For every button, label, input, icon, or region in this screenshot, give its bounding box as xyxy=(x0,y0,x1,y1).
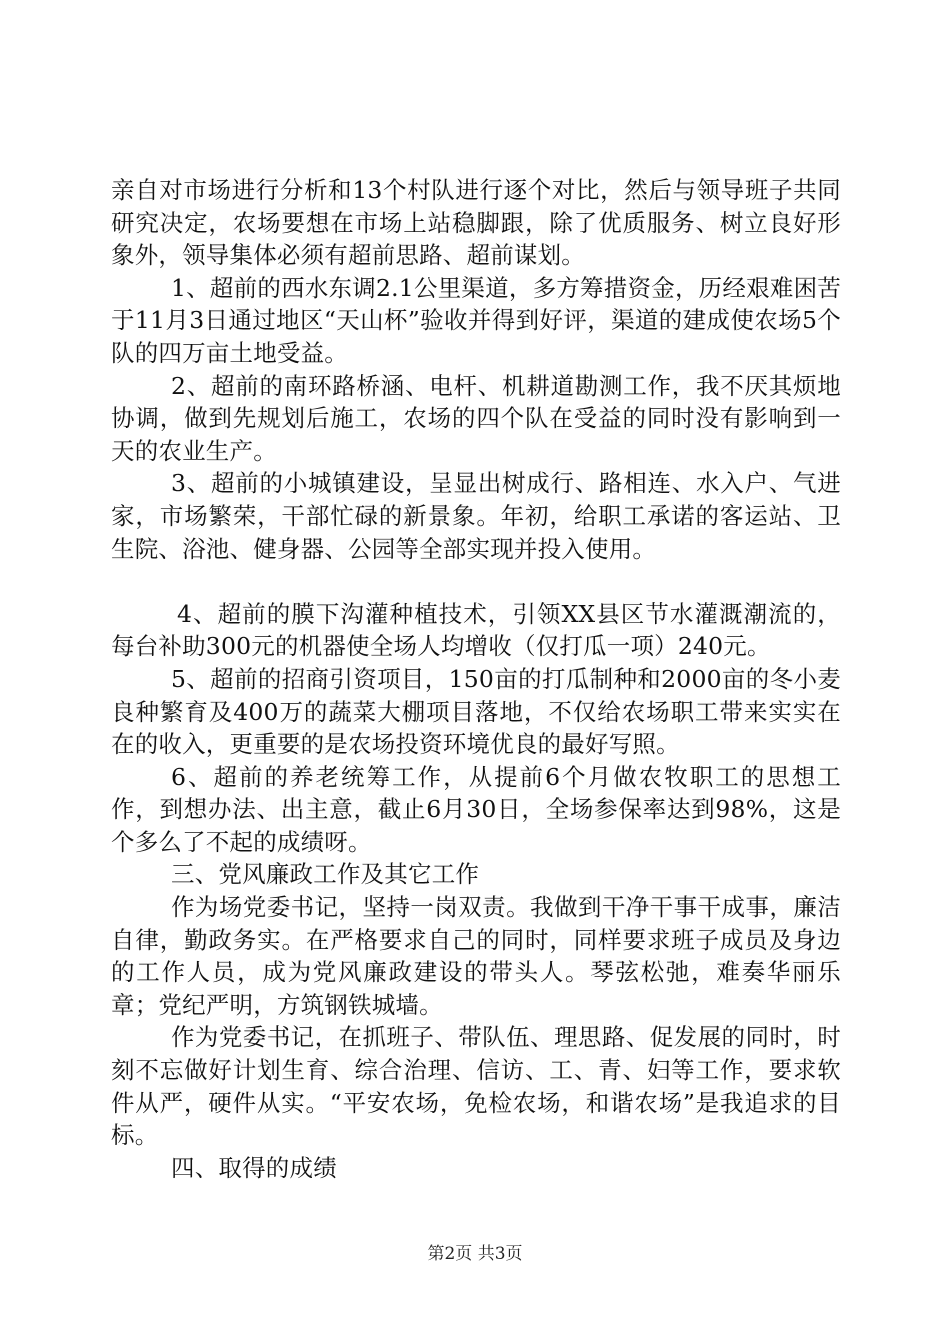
section-heading-3: 三、党风廉政工作及其它工作 xyxy=(171,860,480,889)
paragraph-item-5: 5、超前的招商引资项目，150亩的打瓜制种和2000亩的冬小麦良种繁育及400万的蔬菜大棚项目落地，不仅给农场职工带来实实在在的收入，更重要的是农场投资环境优良的最好写照。 xyxy=(111,664,841,759)
paragraph-party-committee: 作为党委书记，在抓班子、带队伍、理思路、促发展的同时，时刻不忘做好计划生育、综合治理、信访、工、青、妇等工作，要求软件从严，硬件从实。“平安农场，免检农场，和谐农场”是我追求的目标。 xyxy=(111,1023,841,1150)
paragraph-item-1: 1、超前的西水东调2.1公里渠道，多方筹措资金，历经艰难困苦于11月3日通过地区“天山杯”验收并得到好评，渠道的建成使农场5个队的四万亩土地受益。 xyxy=(111,273,841,367)
paragraph-spacer xyxy=(111,565,841,598)
paragraph-item-2: 2、超前的南环路桥涵、电杆、机耕道勘测工作，我不厌其烦地协调，做到先规划后施工，农场的四个队在受益的同时没有影响到一天的农业生产。 xyxy=(111,371,841,465)
page-footer: 第2页 共3页 xyxy=(427,1244,523,1264)
paragraph-intro-continuation: 亲自对市场进行分析和13个村队进行逐个对比，然后与领导班子共同研究决定，农场要想在市场上站稳脚跟，除了优质服务、树立良好形象外，领导集体必须有超前思路、超前谋划。 xyxy=(111,176,841,270)
paragraph-item-6: 6、超前的养老统筹工作，从提前6个月做农牧职工的思想工作，到想办法、出主意，截止6月30日，全场参保率达到98%，这是个多么了不起的成绩呀。 xyxy=(111,762,841,856)
document-body xyxy=(111,174,841,1184)
paragraph-item-4: 4、超前的膜下沟灌种植技术，引领XX县区节水灌溉潮流的，每台补助300元的机器使全场人均增收（仅打瓜一项）240元。 xyxy=(111,599,841,661)
paragraph-item-3: 3、超前的小城镇建设，呈显出树成行、路相连、水入户、气进家，市场繁荣，干部忙碌的新景象。年初，给职工承诺的客运站、卫生院、浴池、健身器、公园等全部实现并投入使用。 xyxy=(111,469,841,563)
section-heading-4: 四、取得的成绩 xyxy=(171,1153,337,1182)
paragraph-party-secretary: 作为场党委书记，坚持一岗双责。我做到干净干事干成事，廉洁自律，勤政务实。在严格要求自己的同时，同样要求班子成员及身边的工作人员，成为党风廉政建设的带头人。琴弦松弛，难奏华丽乐章；党纪严明，方筑钢铁城墙。 xyxy=(111,893,841,1019)
